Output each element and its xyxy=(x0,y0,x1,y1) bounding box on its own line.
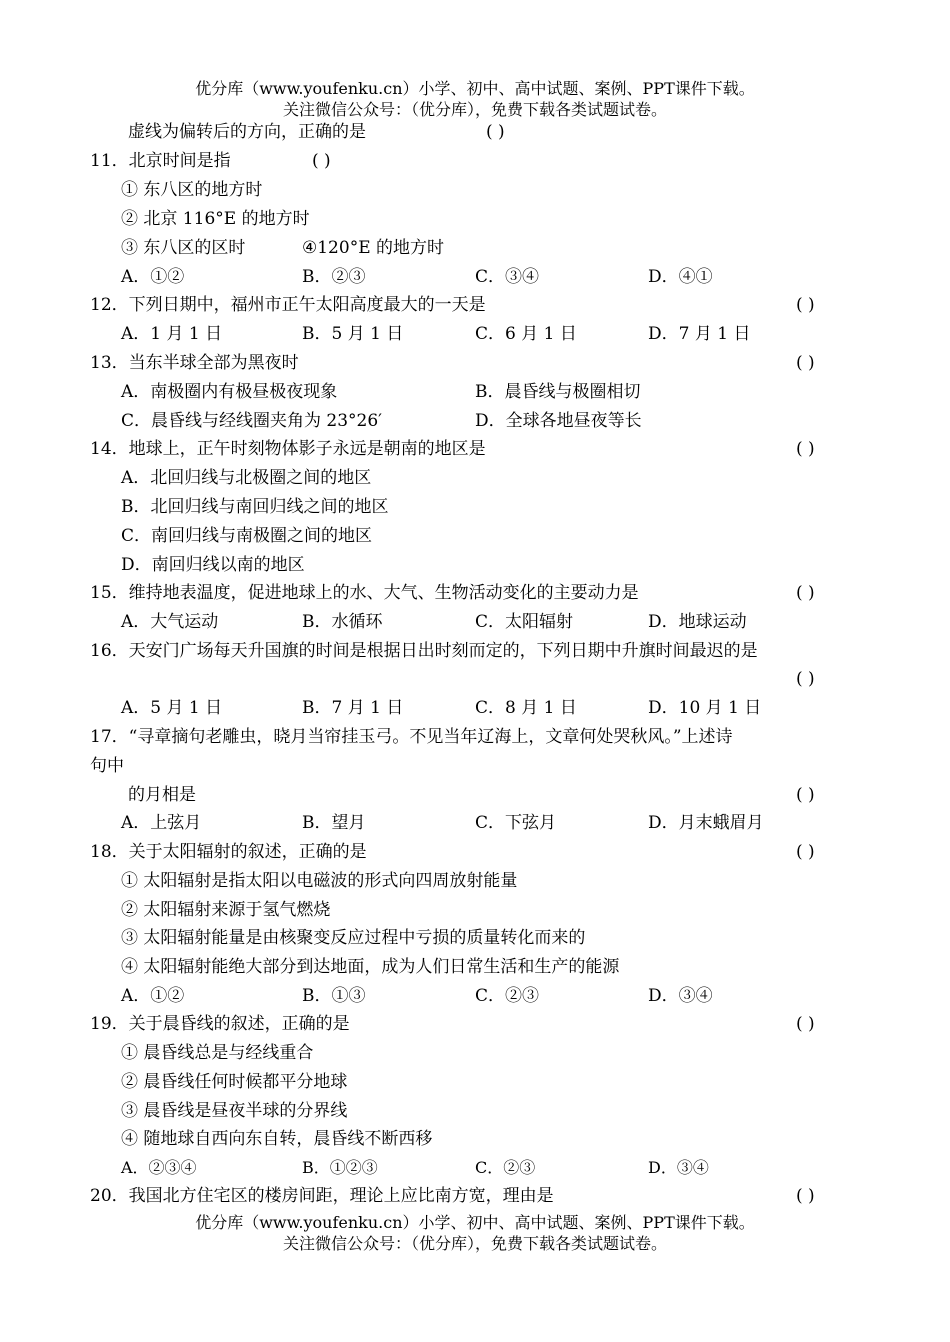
q19-option-b: B．①②③ xyxy=(302,1158,378,1177)
q19-option-c: C．②③ xyxy=(475,1158,536,1177)
q14-option-a: A．北回归线与北极圈之间的地区 xyxy=(121,468,372,488)
q18-statement-3: ③ 太阳辐射能量是由核聚变反应过程中亏损的质量转化而来的 xyxy=(121,928,586,948)
q16-option-b: B．7 月 1 日 xyxy=(302,698,404,718)
q12-option-d: D．7 月 1 日 xyxy=(648,324,751,344)
q16-option-d: D．10 月 1 日 xyxy=(648,698,762,718)
q17-stem-line-2: 句中 xyxy=(90,756,124,776)
q11-option-c: C．③④ xyxy=(475,267,540,287)
q17-stem-line-3: 的月相是 xyxy=(128,785,196,805)
q13-option-d: D．全球各地昼夜等长 xyxy=(475,411,642,431)
q15-option-d: D．地球运动 xyxy=(648,612,747,632)
q19-stem: 19．关于晨昏线的叙述，正确的是 xyxy=(90,1014,350,1034)
q12-option-b: B．5 月 1 日 xyxy=(302,324,404,344)
q17-option-b: B．望月 xyxy=(302,813,366,833)
q18-statement-2: ② 太阳辐射来源于氢气燃烧 xyxy=(121,900,331,920)
q15-option-a: A．大气运动 xyxy=(121,612,219,632)
q15-paren: ( ) xyxy=(796,583,815,603)
header-line-2: 关注微信公众号：（优分库），免费下载各类试题试卷。 xyxy=(282,100,667,119)
q13-option-c: C．晨昏线与经线圈夹角为 23°26′ xyxy=(121,411,383,431)
q19-statement-2: ② 晨昏线任何时候都平分地球 xyxy=(121,1072,348,1092)
intro-text: 虚线为偏转后的方向，正确的是 xyxy=(128,122,366,142)
q11-paren: ( ) xyxy=(312,151,331,171)
q14-option-d: D．南回归线以南的地区 xyxy=(121,555,305,575)
footer-line-2: 关注微信公众号：（优分库），免费下载各类试题试卷。 xyxy=(282,1234,667,1253)
q17-option-d: D．月末蛾眉月 xyxy=(648,813,764,833)
q11-statement-4: ④120°E 的地方时 xyxy=(302,238,445,258)
q19-paren: ( ) xyxy=(796,1014,815,1034)
q13-paren: ( ) xyxy=(796,353,815,373)
q13-stem: 13．当东半球全部为黑夜时 xyxy=(90,353,299,373)
q19-statement-3: ③ 晨昏线是昼夜半球的分界线 xyxy=(121,1101,348,1121)
q19-statement-4: ④ 随地球自西向东自转，晨昏线不断西移 xyxy=(121,1129,433,1149)
q20-paren: ( ) xyxy=(796,1186,815,1206)
q17-stem-line-1: 17．“寻章摘句老雕虫，晓月当帘挂玉弓。不见当年辽海上，文章何处哭秋风。”上述诗 xyxy=(90,727,733,747)
q13-option-b: B．晨昏线与极圈相切 xyxy=(475,382,641,402)
q18-stem: 18．关于太阳辐射的叙述，正确的是 xyxy=(90,842,367,862)
q11-statement-2: ② 北京 116°E 的地方时 xyxy=(121,209,310,229)
q16-option-a: A．5 月 1 日 xyxy=(121,698,223,718)
q18-statement-4: ④ 太阳辐射能绝大部分到达地面，成为人们日常生活和生产的能源 xyxy=(121,957,620,977)
q12-option-c: C．6 月 1 日 xyxy=(475,324,577,344)
q17-option-c: C．下弦月 xyxy=(475,813,557,833)
q14-option-c: C．南回归线与南极圈之间的地区 xyxy=(121,526,373,546)
q15-option-b: B．水循环 xyxy=(302,612,383,632)
q16-option-c: C．8 月 1 日 xyxy=(475,698,577,718)
q11-statement-3: ③ 东八区的区时 xyxy=(121,238,246,258)
q19-statement-1: ① 晨昏线总是与经线重合 xyxy=(121,1043,314,1063)
q11-option-b: B．②③ xyxy=(302,267,366,287)
q20-stem: 20．我国北方住宅区的楼房间距，理论上应比南方宽，理由是 xyxy=(90,1186,554,1206)
q16-paren: ( ) xyxy=(796,669,815,689)
q15-option-c: C．太阳辐射 xyxy=(475,612,574,632)
q18-option-a: A．①② xyxy=(121,986,185,1006)
q19-option-a: A．②③④ xyxy=(121,1158,197,1177)
q12-paren: ( ) xyxy=(796,295,815,315)
q14-stem: 14．地球上，正午时刻物体影子永远是朝南的地区是 xyxy=(90,439,486,459)
q11-stem: 11．北京时间是指 xyxy=(90,151,231,171)
q17-paren: ( ) xyxy=(796,785,815,805)
intro-paren: ( ) xyxy=(486,122,505,142)
q18-statement-1: ① 太阳辐射是指太阳以电磁波的形式向四周放射能量 xyxy=(121,871,518,891)
q11-option-a: A．①② xyxy=(121,267,185,287)
header-line-1: 优分库（www.youfenku.cn）小学、初中、高中试题、案例、PPT课件下载。 xyxy=(195,79,755,98)
q12-stem: 12．下列日期中，福州市正午太阳高度最大的一天是 xyxy=(90,295,486,315)
q14-option-b: B．北回归线与南回归线之间的地区 xyxy=(121,497,389,517)
q17-option-a: A．上弦月 xyxy=(121,813,202,833)
q18-option-b: B．①③ xyxy=(302,986,366,1006)
q18-option-d: D．③④ xyxy=(648,986,713,1006)
footer-line-1: 优分库（www.youfenku.cn）小学、初中、高中试题、案例、PPT课件下载。 xyxy=(195,1213,755,1232)
q18-option-c: C．②③ xyxy=(475,986,540,1006)
q11-statement-1: ① 东八区的地方时 xyxy=(121,180,263,200)
q11-option-d: D．④① xyxy=(648,267,713,287)
q14-paren: ( ) xyxy=(796,439,815,459)
q13-option-a: A．南极圈内有极昼极夜现象 xyxy=(121,382,338,402)
q18-paren: ( ) xyxy=(796,842,815,862)
q15-stem: 15．维持地表温度，促进地球上的水、大气、生物活动变化的主要动力是 xyxy=(90,583,639,603)
q16-stem: 16．天安门广场每天升国旗的时间是根据日出时刻而定的，下列日期中升旗时间最迟的是 xyxy=(90,641,758,661)
q19-option-d: D．③④ xyxy=(648,1158,709,1177)
q12-option-a: A．1 月 1 日 xyxy=(121,324,223,344)
